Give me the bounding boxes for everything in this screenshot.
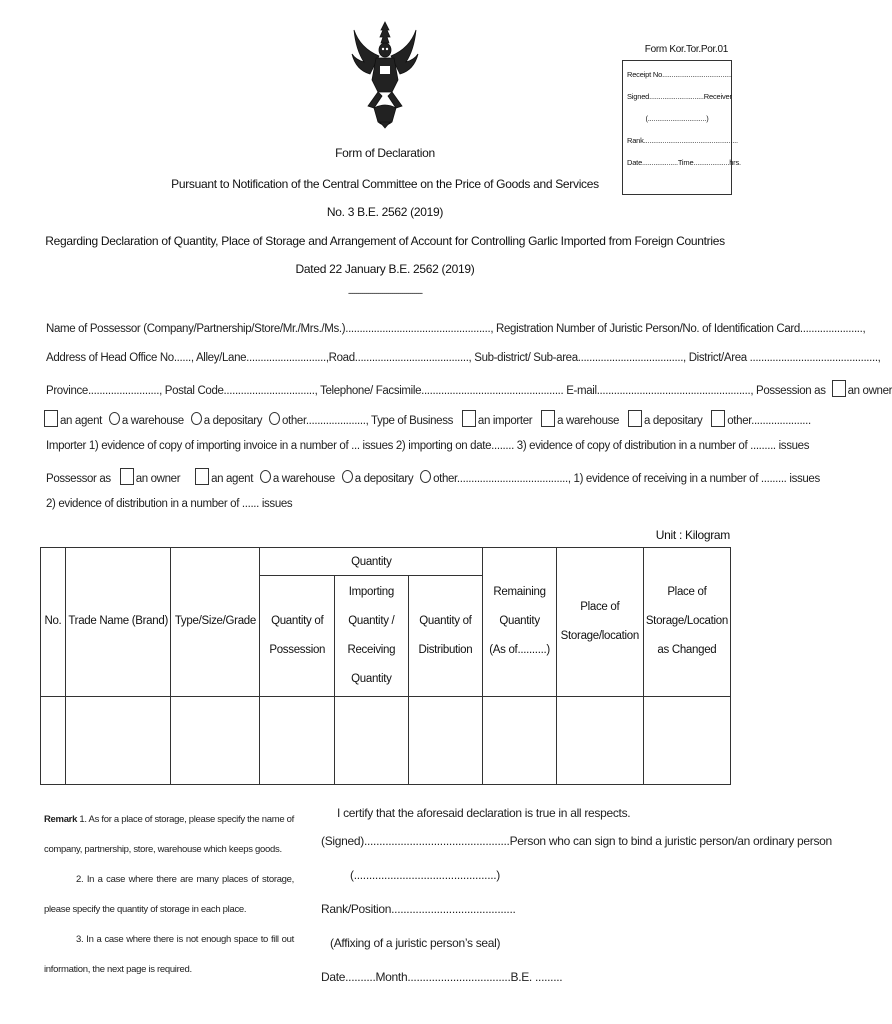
business-warehouse-checkbox[interactable]: [541, 410, 555, 427]
possessor-warehouse-radio[interactable]: [260, 470, 271, 483]
cell-place-changed[interactable]: [643, 696, 730, 784]
rank-position-field[interactable]: Rank/Position.........................................: [321, 902, 516, 916]
table-row: [41, 696, 731, 784]
receipt-date-field[interactable]: Date...................Time...................hrs.: [627, 158, 741, 167]
heading-regarding: Regarding Declaration of Quantity, Place of Storage and Arrangement of Account for Controlling Garlic Imported from Foreign Countries: [45, 234, 725, 248]
remark-3: 3. In a case where there is not enough space to fill out information, the next page is required.: [44, 934, 294, 975]
receipt-signed-field[interactable]: Signed.............................Receiver: [627, 92, 732, 101]
business-depositary-label: a depositary: [643, 415, 703, 427]
possessor-owner-label: an owner: [135, 473, 181, 485]
receipt-box: [622, 60, 741, 195]
form-title: Form of Declaration: [335, 146, 435, 160]
remark-2: 2. In a case where there are many places of storage, please specify the quantity of storage in each place.: [44, 874, 294, 915]
owner-checkbox[interactable]: [832, 380, 846, 397]
possessor-owner-checkbox[interactable]: [120, 468, 134, 485]
certify-text: I certify that the aforesaid declaration is true in all respects.: [337, 806, 631, 820]
receipt-signed-name[interactable]: (...............................): [645, 114, 709, 123]
possessor-as-label: Possessor as: [46, 473, 111, 485]
col-distribution-header: Quantity of Distribution: [408, 576, 483, 697]
importer-label: an importer: [477, 415, 533, 427]
field-possessor-line: [46, 468, 820, 485]
heading-divider: -------------------------------------: [348, 288, 422, 298]
possessor-other-radio[interactable]: [420, 470, 431, 483]
possessor-other-label[interactable]: other......................................., 1) evidence of receiving in a number of ......... issues: [433, 473, 820, 485]
col-importing-header: Importing Quantity / Receiving Quantity: [335, 576, 409, 697]
heading-number: No. 3 B.E. 2562 (2019): [326, 205, 444, 219]
business-warehouse-label: a warehouse: [557, 415, 620, 427]
field-province-contact[interactable]: Province........................., Postal Code................................, Telephone/ Facsimile.................................................. E-mail......................................................, Possession as: [46, 385, 826, 397]
field-role-line: [40, 410, 811, 427]
cell-importing[interactable]: [335, 696, 409, 784]
col-quantity-group-header: Quantity: [260, 548, 483, 576]
other-radio[interactable]: [269, 412, 280, 425]
field-address[interactable]: Address of Head Office No......, Alley/Lane............................,Road........................................, Sub-district/ Sub-area....................................., District/Area .............................................,: [46, 352, 881, 364]
warehouse-radio[interactable]: [109, 412, 120, 425]
possessor-depositary-label: a depositary: [354, 473, 414, 485]
owner-label: an owner: [847, 385, 892, 397]
heading-notification: Pursuant to Notification of the Central Committee on the Price of Goods and Services: [171, 177, 599, 191]
cell-trade-name[interactable]: [65, 696, 171, 784]
cell-place[interactable]: [556, 696, 643, 784]
business-depositary-checkbox[interactable]: [628, 410, 642, 427]
col-no-header: No.: [41, 548, 66, 697]
possessor-agent-checkbox[interactable]: [195, 468, 209, 485]
cell-no[interactable]: [41, 696, 66, 784]
col-type-header: Type/Size/Grade: [171, 548, 260, 697]
col-remaining-header: Remaining Quantity (As of..........): [483, 548, 557, 697]
cell-type[interactable]: [171, 696, 260, 784]
sign-date-field[interactable]: Date..........Month..................................B.E. .........: [321, 970, 563, 984]
remark-label: Remark: [44, 814, 78, 825]
possessor-agent-label: an agent: [211, 473, 254, 485]
possessor-warehouse-label: a warehouse: [272, 473, 335, 485]
other-type-label: other....................., Type of Business: [282, 415, 454, 427]
col-place-header: Place of Storage/location: [556, 548, 643, 697]
quantity-table: [40, 547, 731, 785]
col-possession-header: Quantity of Possession: [260, 576, 335, 697]
field-possessor-name[interactable]: Name of Possessor (Company/Partnership/Store/Mr./Mrs./Ms.)..................................................., Registration Number of Juristic Person/No. of Identification Card......................,: [46, 323, 866, 335]
business-other-checkbox[interactable]: [711, 410, 725, 427]
field-province-line: [46, 380, 892, 397]
field-distribution-evidence[interactable]: 2) evidence of distribution in a number of ...... issues: [46, 498, 293, 510]
field-importer-evidence[interactable]: Importer 1) evidence of copy of importing invoice in a number of ... issues 2) importing on date........ 3) evidence of copy of distribution in a number of ......... issues: [46, 440, 810, 452]
unit-label: Unit : Kilogram: [655, 528, 730, 542]
seal-note: (Affixing of a juristic person’s seal): [330, 936, 501, 950]
cell-possession[interactable]: [260, 696, 335, 784]
cell-distribution[interactable]: [408, 696, 483, 784]
importer-checkbox[interactable]: [462, 410, 476, 427]
warehouse-label: a warehouse: [121, 415, 184, 427]
signer-name-field[interactable]: (...............................................): [350, 868, 500, 882]
remark-1: Remark 1. As for a place of storage, please specify the name of company, partnership, store, warehouse which keeps goods.: [44, 814, 294, 855]
heading-date: Dated 22 January B.E. 2562 (2019): [295, 262, 475, 276]
business-other-label: other.....................: [727, 415, 811, 427]
garuda-emblem: [350, 20, 420, 130]
col-place-changed-header: Place of Storage/Location as Changed: [643, 548, 730, 697]
depositary-label: a depositary: [203, 415, 263, 427]
signed-field[interactable]: (Signed)................................................Person who can sign to bind a juristic person/an ordinary person: [321, 834, 832, 848]
col-trade-name-header: Trade Name (Brand): [65, 548, 171, 697]
depositary-radio[interactable]: [191, 412, 202, 425]
agent-label: an agent: [60, 415, 102, 427]
receipt-no-field[interactable]: Receipt No.....................................: [627, 70, 732, 79]
possessor-depositary-radio[interactable]: [342, 470, 353, 483]
receipt-rank-field[interactable]: Rank..................................................: [627, 136, 738, 145]
cell-remaining[interactable]: [483, 696, 557, 784]
form-number: Form Kor.Tor.Por.01: [644, 44, 728, 55]
agent-checkbox[interactable]: [44, 410, 58, 427]
